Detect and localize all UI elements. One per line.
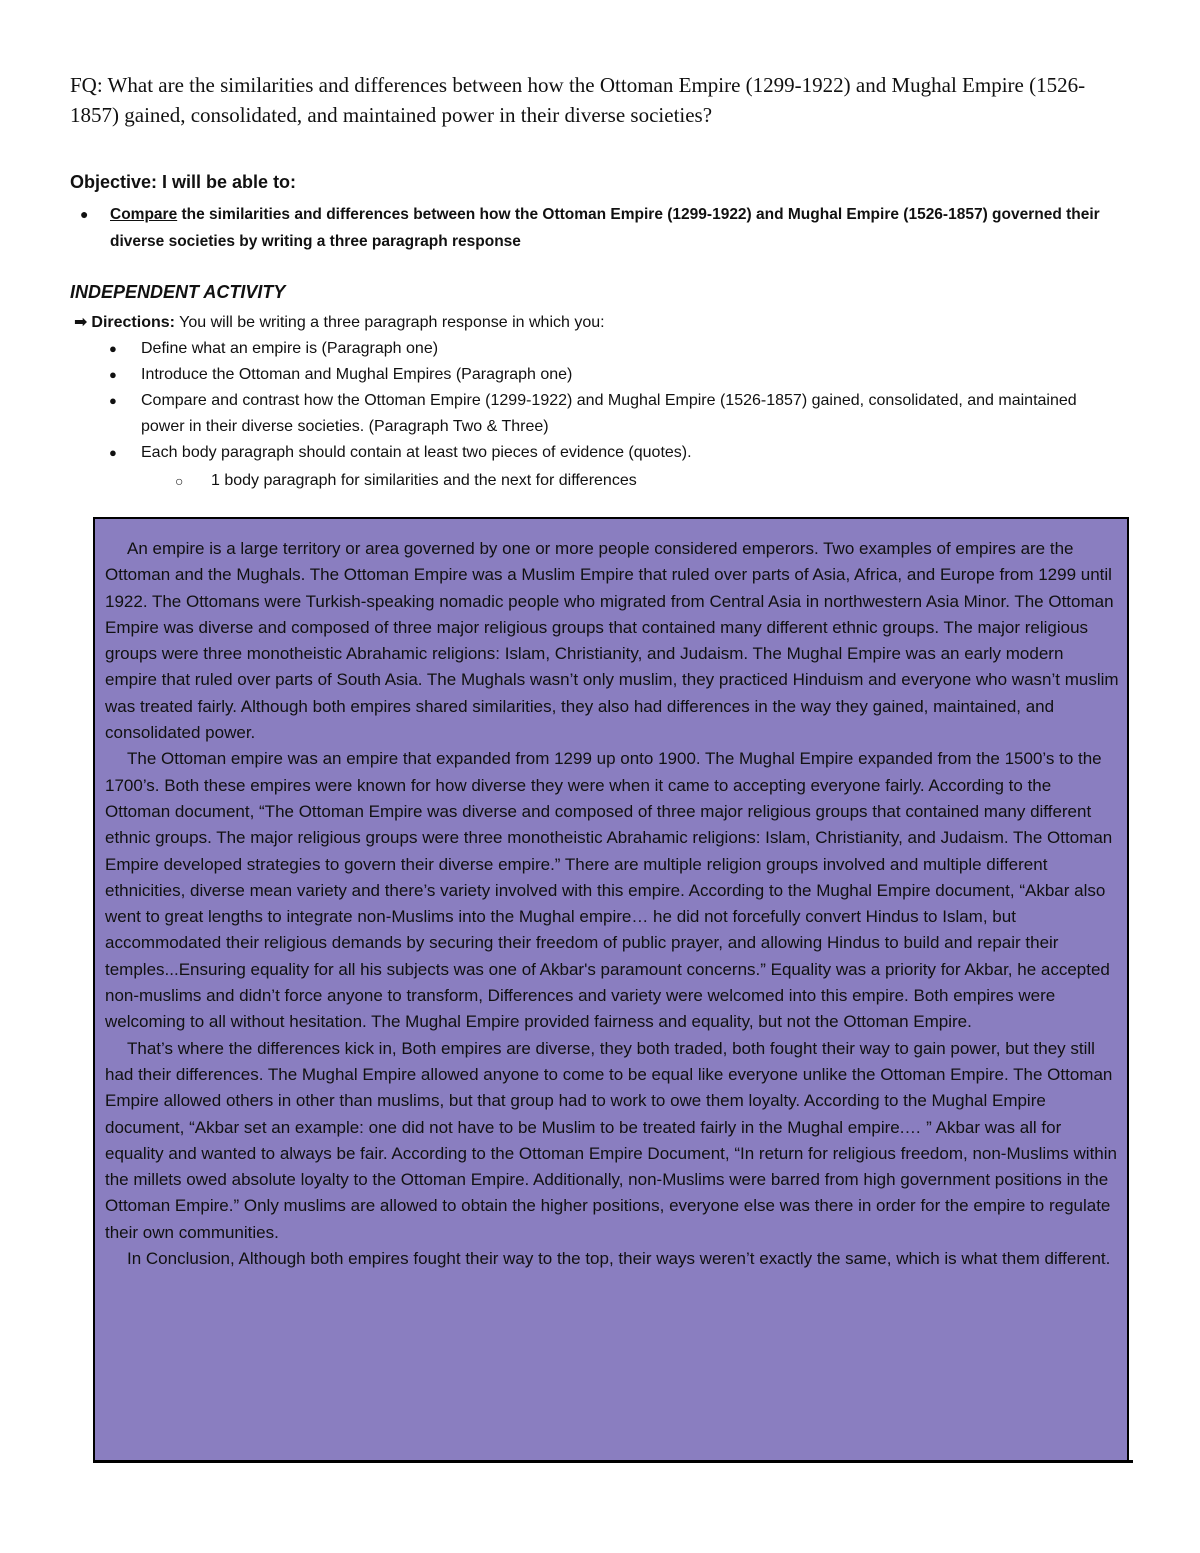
list-item-text: Define what an empire is (Paragraph one) [141,340,439,357]
response-text [105,536,1120,1272]
sub-list-item [175,468,637,494]
sub-list-item-text: 1 body paragraph for similarities and the next for differences [211,472,637,489]
bullet-icon: ● [109,445,117,460]
response-paragraph: That’s where the differences kick in, Both empires are diverse, they both traded, both fought their way to gain power, but they still had their differences. The Mughal Empire allowed anyone to come to be equal like everyone unlike the Ottoman Empire. The Ottoman Empire allowed others in other than muslims, but that group had to work to owe them loyalty. According to the Mughal Empire document, “Akbar set an example: one did not have to be Muslim to be treated fairly in the Mughal empire.… ” Akbar was all for equality and wanted to always be fair. According to the Ottoman Empire Document, “In return for religious freedom, non-Muslims within the millets owed absolute loyalty to the Ottoman Empire. Additionally, non-Muslims were barred from high government positions in the Ottoman Empire.” Only muslims are allowed to obtain the higher positions, everyone else was there in order for the empire to regulate their own communities. [105,1038,1117,1242]
compare-word: Compare [110,206,178,223]
response-paragraph: In Conclusion, Although both empires fought their way to the top, their ways weren’t exactly the same, which is what them different. [127,1249,1111,1269]
directions-label: Directions: [91,314,175,331]
response-box [93,517,1129,1461]
directions [74,310,605,336]
bullet-icon: ● [109,341,117,356]
list-item [109,336,1101,362]
response-paragraph: An empire is a large territory or area governed by one or more people considered emperors. Two examples of empires are the Ottoman and the Mughals. The Ottoman Empire was a Muslim Empire that ruled over parts of Asia, Africa, and Europe from 1299 until 1922. The Ottomans were Turkish-speaking nomadic people who migrated from Central Asia in northwestern Asia Minor. The Ottoman Empire was diverse and composed of three major religious groups that contained many different ethnic groups. The major religious groups were three monotheistic Abrahamic religions: Islam, Christianity, and Judaism. The Mughal Empire was an early modern empire that ruled over parts of South Asia. The Mughals wasn’t only muslim, they practiced Hinduism and everyone who wasn’t muslim was treated fairly. Although both empires shared similarities, they also had differences in the way they gained, maintained, and consolidated power. [105,539,1119,743]
directions-list [109,336,1101,466]
list-item-text: Introduce the Ottoman and Mughal Empires (Paragraph one) [141,366,573,383]
response-box-bottom-border [93,1460,1133,1463]
objective-heading: Objective: I will be able to: [70,172,297,192]
objective-item-text: the similarities and differences between how the Ottoman Empire (1299-1922) and Mughal Empire (1526-1857) governed their diverse societies by writing a three paragraph response [110,206,1100,250]
list-item [109,440,1101,466]
bullet-icon: ● [109,393,117,408]
list-item [109,362,1101,388]
bullet-icon: ● [80,206,89,222]
bullet-icon: ● [109,367,117,382]
directions-text: You will be writing a three paragraph response in which you: [174,314,605,331]
list-item-text: Each body paragraph should contain at least two pieces of evidence (quotes). [141,444,692,461]
response-paragraph: The Ottoman empire was an empire that expanded from 1299 up onto 1900. The Mughal Empire expanded from the 1500’s to the 1700’s. Both these empires were known for how diverse they were when it came to accepting everyone fairly. According to the Ottoman document, “The Ottoman Empire was diverse and composed of three major religious groups that contained many different ethnic groups. The major religious groups were three monotheistic Abrahamic religions: Islam, Christianity, and Judaism. The Ottoman Empire developed strategies to govern their diverse empire.” There are multiple religion groups involved and multiple different ethnicities, diverse mean variety and there’s variety involved with this empire. According to the Mughal Empire document, “Akbar also went to great lengths to integrate non-Muslims into the Mughal empire… he did not forcefully convert Hindus to Islam, but accommodated their religious demands by securing their freedom of public prayer, and allowing Hindus to build and repair their temples...Ensuring equality for all his subjects was one of Akbar's paramount concerns.” Equality was a priority for Akbar, he accepted non-muslims and didn’t force anyone to transform, Differences and variety were welcomed into this empire. Both empires were welcoming to all without hesitation. The Mughal Empire provided fairness and equality, but not the Ottoman Empire. [105,749,1113,1032]
list-item [109,388,1101,440]
focus-question: FQ: What are the similarities and differences between how the Ottoman Empire (1299-1922) and Mughal Empire (1526-1857) gained, consolidated, and maintained power in their diverse societies? [70,73,1086,127]
list-item-text: Compare and contrast how the Ottoman Empire (1299-1922) and Mughal Empire (1526-1857) gained, consolidated, and maintained power in their diverse societies. (Paragraph Two & Three) [141,392,1077,435]
independent-activity-heading: INDEPENDENT ACTIVITY [70,282,286,302]
right-arrow-icon: ➡ [74,314,88,331]
hollow-bullet-icon: ○ [175,473,184,489]
objective-item [80,201,1110,255]
